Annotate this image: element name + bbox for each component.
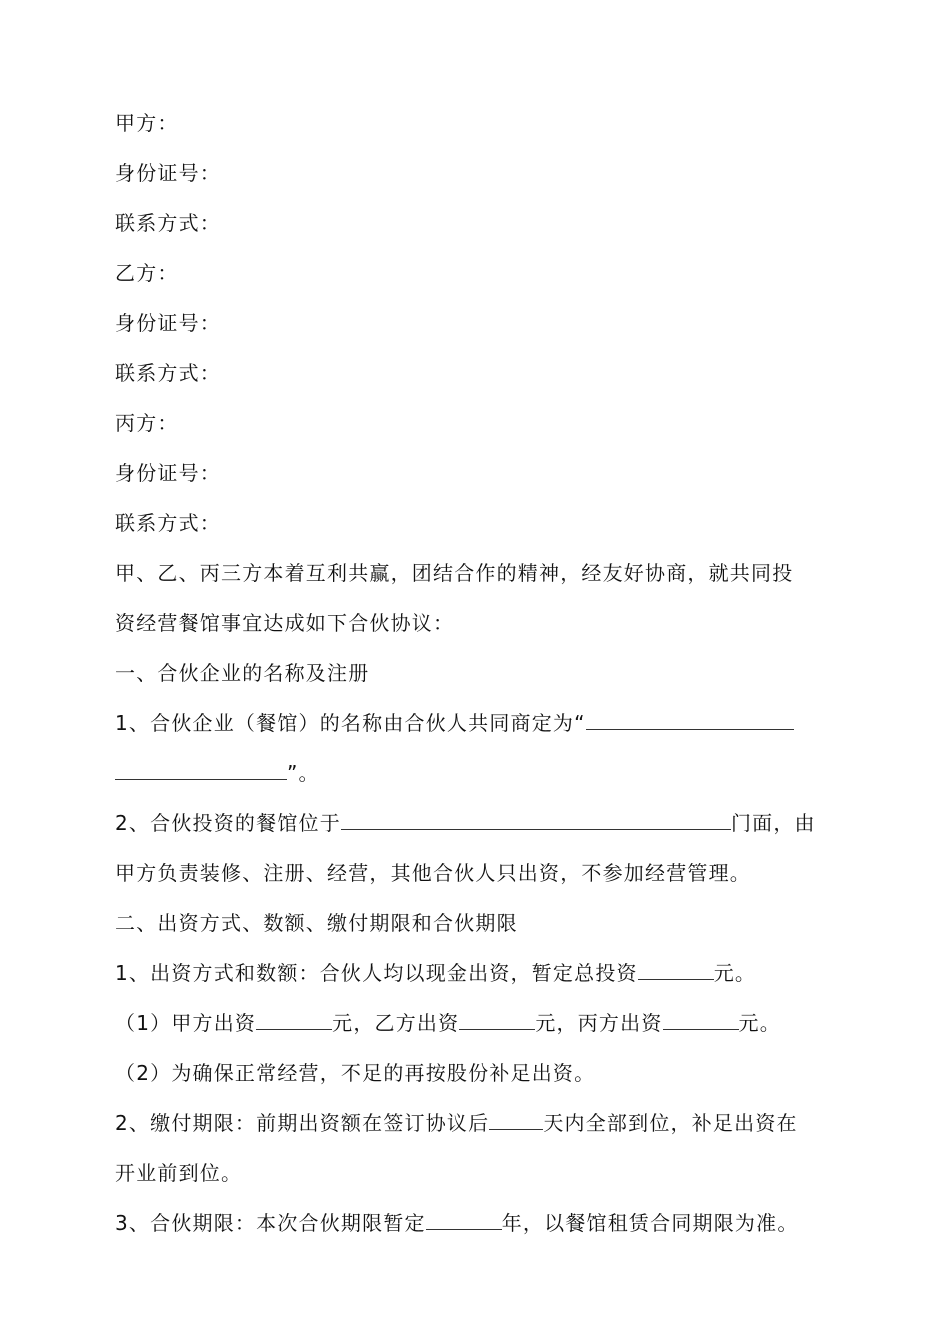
party-c-id-label: 身份证号： [115,461,221,485]
section-2-item-2 [115,1111,798,1135]
section-2-item-2-suffix: 天内全部到位，补足出资在 [543,1111,798,1135]
intro-line-1: 甲、乙、丙三方本着互利共赢，团结合作的精神，经友好协商，就共同投 [115,561,794,585]
party-a-amount-blank [256,1011,332,1030]
section-1-item-2 [115,811,816,835]
section-2-item-3-prefix: 3、合伙期限：本次合伙期限暂定 [115,1211,426,1235]
party-b-label: 乙方： [115,261,179,285]
section-1-item-1-suffix: ”。 [287,761,320,785]
section-2-sub-2: （2）为确保正常经营，不足的再按股份补足出资。 [115,1061,596,1085]
section-2-sub-1 [115,1011,781,1035]
section-1-heading: 一、合伙企业的名称及注册 [115,661,370,685]
section-2-item-3-suffix: 年，以餐馆租赁合同期限为准。 [501,1211,799,1235]
party-a-id-label: 身份证号： [115,161,221,185]
section-1-item-1-prefix: 1、合伙企业（餐馆）的名称由合伙人共同商定为“ [115,711,586,735]
party-b-amount-blank [459,1011,535,1030]
intro-line-2: 资经营餐馆事宜达成如下合伙协议： [115,611,455,635]
party-a-contact-label: 联系方式： [115,211,221,235]
section-1-item-2-prefix: 2、合伙投资的餐馆位于 [115,811,341,835]
sub-1-a: （1）甲方出资 [115,1011,257,1035]
party-b-contact-label: 联系方式： [115,361,221,385]
days-blank [489,1111,543,1130]
section-2-item-1-prefix: 1、出资方式和数额：合伙人均以现金出资，暂定总投资 [115,961,638,985]
section-2-item-1-suffix: 元。 [713,961,757,985]
address-blank [341,811,731,830]
years-blank [426,1211,502,1230]
total-investment-blank [638,961,714,980]
party-c-contact-label: 联系方式： [115,511,221,535]
enterprise-name-blank [586,711,794,730]
sub-1-d: 元。 [738,1011,781,1035]
section-1-item-1-cont [115,761,320,785]
enterprise-name-blank-cont [115,761,287,780]
section-1-item-2-suffix: 门面，由 [730,811,816,835]
party-c-amount-blank [663,1011,739,1030]
section-1-item-2-line-2: 甲方负责装修、注册、经营，其他合伙人只出资，不参加经营管理。 [115,861,751,885]
party-c-label: 丙方： [115,411,179,435]
section-1-item-1 [115,711,794,735]
section-2-item-3 [115,1211,799,1235]
sub-1-c: 元，丙方出资 [535,1011,663,1035]
party-b-id-label: 身份证号： [115,311,221,335]
section-2-item-2-prefix: 2、缴付期限：前期出资额在签订协议后 [115,1111,490,1135]
party-a-label: 甲方： [115,111,179,135]
section-2-heading: 二、出资方式、数额、缴付期限和合伙期限 [115,911,518,935]
section-2-item-2-line-2: 开业前到位。 [115,1161,243,1185]
sub-1-b: 元，乙方出资 [332,1011,460,1035]
section-2-item-1 [115,961,756,985]
